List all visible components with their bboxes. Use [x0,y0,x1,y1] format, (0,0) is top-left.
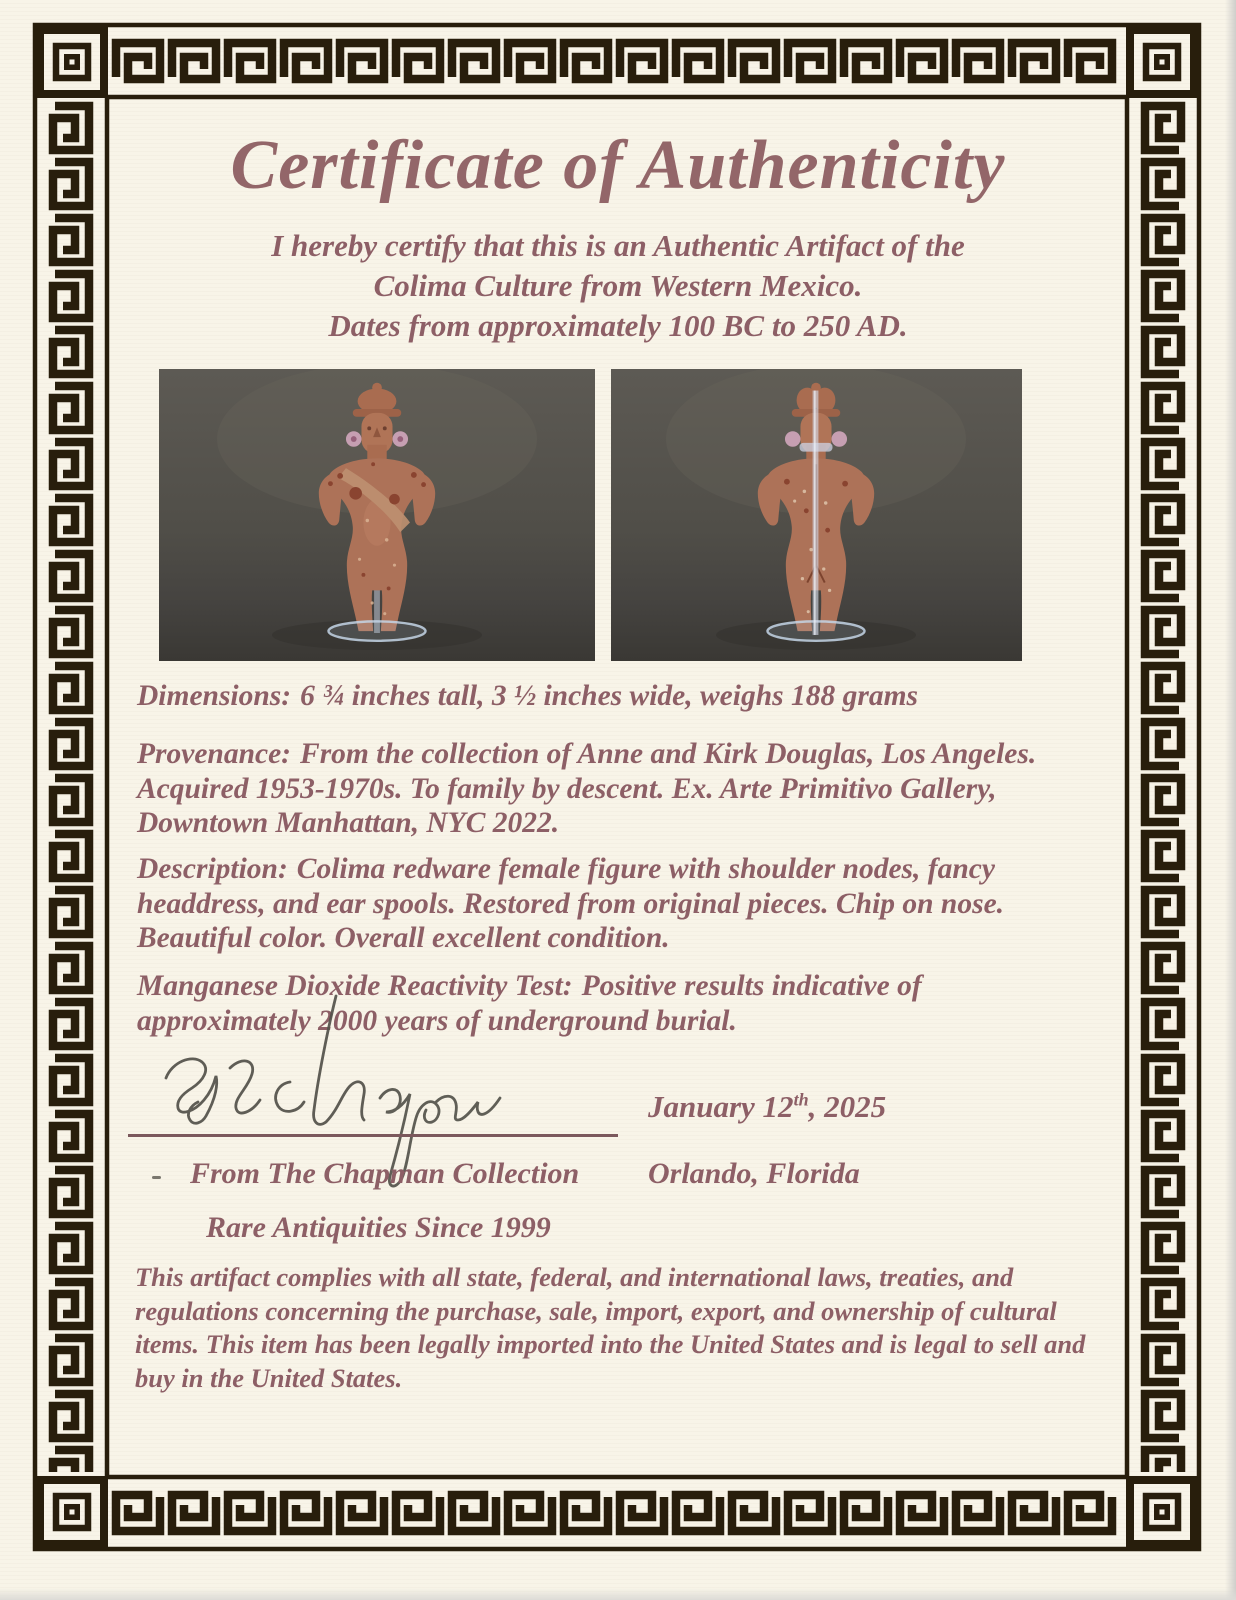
legal-line: regulations concerning the purchase, sale, import, export, and ownership of cultural [135,1295,1057,1326]
legal-line: This artifact complies with all state, federal, and international laws, treaties, and [135,1262,1014,1292]
certification-statement [0,226,1236,346]
reactivity-test-label: Manganese Dioxide Reactivity Test: [137,970,573,1002]
reactivity-test-text: Positive results indicative of [581,970,922,1002]
dimensions-label: Dimensions: [137,680,292,712]
provenance-text: Downtown Manhattan, NYC 2022. [137,807,560,839]
scan-page-edge-right [1225,0,1236,1600]
artifact-photo-front [159,369,595,661]
legal-compliance-statement [135,1261,1130,1395]
artifact-photo-back [611,369,1022,661]
border-corner-bottom-left [40,1480,104,1544]
certification-line: Dates from approximately 100 BC to 250 AD. [328,308,908,343]
page-title: Certificate of Authenticity [230,127,1006,204]
border-corner-bottom-right [1130,1480,1194,1544]
provenance-text: From the collection of Anne and Kirk Douglas, Los Angeles. [300,738,1037,770]
legal-line: items. This item has been legally imported into the United States and is legal to sell and [135,1329,1086,1359]
description-text: Beautiful color. Overall excellent condition. [137,922,670,954]
signature-line [128,1134,618,1137]
legal-line: buy in the United States. [135,1362,403,1393]
collection-name: From The Chapman Collection [190,1157,580,1190]
section-provenance [137,737,1122,841]
description-text: headdress, and ear spools. Restored from original pieces. Chip on nose. [137,887,1005,920]
collection-tagline: Rare Antiquities Since 1999 [206,1211,551,1244]
signature-scribble [118,998,658,1228]
border-corner-top-right [1130,30,1194,94]
artifact-photos [159,369,1022,661]
reactivity-test-text: approximately 2000 years of underground burial. [137,1004,737,1037]
certification-line: I hereby certify that this is an Authentic Artifact of the [271,228,965,263]
certificate-date: January 12th, 2025 [648,1089,887,1124]
section-dimensions [137,679,1122,714]
scan-page-edge-bottom [0,1588,1236,1600]
border-corner-top-left [40,30,104,94]
dimensions-text: 6 ¾ inches tall, 3 ½ inches wide, weighs 188 grams [300,680,919,712]
provenance-text: Acquired 1953-1970s. To family by descent. Ex. Arte Primitivo Gallery, [137,772,997,805]
description-text: Colima redware female figure with shoulder nodes, fancy [296,853,995,885]
date-ordinal-superscript: th [793,1089,809,1110]
section-description [137,852,1122,956]
description-label: Description: [137,853,288,885]
certification-line: Colima Culture from Western Mexico. [373,268,863,303]
stray-pen-mark [152,1176,161,1179]
issue-location: Orlando, Florida [648,1157,860,1190]
provenance-label: Provenance: [137,738,292,770]
